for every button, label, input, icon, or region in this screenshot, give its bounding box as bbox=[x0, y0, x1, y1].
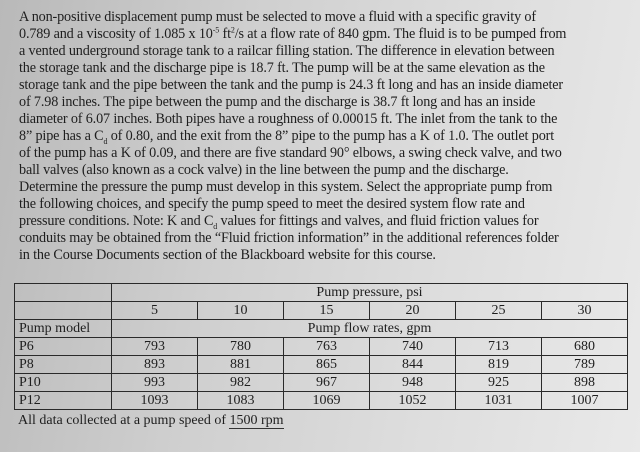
text-line bbox=[19, 94, 634, 111]
flow-rate: 925 bbox=[456, 374, 542, 392]
problem-statement bbox=[19, 9, 634, 264]
footnote-text: All data collected at a pump speed of bbox=[18, 413, 230, 428]
empty-cell bbox=[15, 284, 112, 302]
flow-rate: 898 bbox=[542, 374, 628, 392]
superscript: -5 bbox=[212, 25, 220, 35]
flow-rate: 1093 bbox=[112, 392, 198, 410]
text-line bbox=[19, 77, 634, 94]
table-row bbox=[15, 356, 628, 374]
subscript: d bbox=[103, 136, 108, 146]
text-line bbox=[19, 230, 634, 247]
flow-rate: 844 bbox=[370, 356, 456, 374]
pressure-value: 20 bbox=[370, 302, 456, 320]
text-segment: storage tank and the pipe between the tank and the pump is 24.3 ft long and has an inside diameter bbox=[19, 77, 563, 93]
table-section bbox=[14, 283, 628, 429]
text-line bbox=[19, 213, 634, 230]
pressure-value: 5 bbox=[112, 302, 198, 320]
flow-rate: 881 bbox=[198, 356, 284, 374]
flow-rate: 789 bbox=[542, 356, 628, 374]
model-label: Pump model bbox=[15, 320, 112, 338]
pressure-value: 30 bbox=[542, 302, 628, 320]
table-row bbox=[15, 338, 628, 356]
text-segment: of 0.80, and the exit from the 8” pipe to the pump has a K of 1.0. The outlet port bbox=[107, 128, 555, 144]
text-segment: the storage tank and the discharge pipe is 18.7 ft. The pump will be at the same elevation as the bbox=[19, 60, 545, 76]
flow-rate: 819 bbox=[456, 356, 542, 374]
pump-model: P6 bbox=[15, 338, 112, 356]
text-line bbox=[19, 179, 634, 196]
text-segment: in the Course Documents section of the Blackboard website for this course. bbox=[19, 247, 436, 263]
flow-rate: 1083 bbox=[198, 392, 284, 410]
table-header-row bbox=[15, 284, 628, 302]
text-line bbox=[19, 43, 634, 60]
text-line bbox=[19, 26, 634, 43]
text-segment: 0.789 and a viscosity of 1.085 x 10 bbox=[19, 26, 213, 42]
flow-rate: 865 bbox=[284, 356, 370, 374]
text-line bbox=[19, 60, 634, 77]
text-segment: ft bbox=[219, 26, 231, 42]
flow-rate: 893 bbox=[112, 356, 198, 374]
pump-model: P10 bbox=[15, 374, 112, 392]
pressure-header: Pump pressure, psi bbox=[112, 284, 628, 302]
subscript: d bbox=[213, 221, 218, 231]
table-row bbox=[15, 374, 628, 392]
flow-rate: 993 bbox=[112, 374, 198, 392]
pressure-value: 25 bbox=[456, 302, 542, 320]
pressure-values-row bbox=[15, 302, 628, 320]
flow-rate: 982 bbox=[198, 374, 284, 392]
text-line bbox=[19, 128, 634, 145]
pressure-value: 10 bbox=[198, 302, 284, 320]
pump-model: P8 bbox=[15, 356, 112, 374]
model-header-row bbox=[15, 320, 628, 338]
text-segment: 8” pipe has a C bbox=[19, 128, 104, 144]
flow-rate: 740 bbox=[370, 338, 456, 356]
flow-rate: 763 bbox=[284, 338, 370, 356]
flow-rate: 1031 bbox=[456, 392, 542, 410]
table-row bbox=[15, 392, 628, 410]
flow-rate: 680 bbox=[542, 338, 628, 356]
text-segment: A non-positive displacement pump must be selected to move a fluid with a specific gravity of bbox=[19, 9, 536, 25]
text-segment: conduits may be obtained from the “Fluid friction information” in the additional references folder bbox=[19, 230, 559, 246]
text-line bbox=[19, 145, 634, 162]
text-line bbox=[19, 111, 634, 128]
pump-model: P12 bbox=[15, 392, 112, 410]
text-line bbox=[19, 196, 634, 213]
text-segment: the following choices, and specify the pump speed to meet the desired system flow rate and bbox=[19, 196, 525, 212]
text-line bbox=[19, 162, 634, 179]
superscript: 2 bbox=[230, 25, 235, 35]
text-segment: Determine the pressure the pump must develop in this system. Select the appropriate pump from bbox=[19, 179, 553, 195]
text-segment: of the pump has a K of 0.09, and there are five standard 90° elbows, a swing check valve, and two bbox=[19, 145, 562, 161]
text-segment: values for fittings and valves, and fluid friction values for bbox=[217, 213, 539, 229]
flow-rate: 967 bbox=[284, 374, 370, 392]
text-line bbox=[19, 247, 634, 264]
text-line bbox=[19, 9, 634, 26]
text-segment: of 7.98 inches. The pipe between the pump and the discharge is 38.7 ft long and has an inside bbox=[19, 94, 536, 110]
flow-rate: 713 bbox=[456, 338, 542, 356]
flow-rate: 948 bbox=[370, 374, 456, 392]
empty-cell bbox=[15, 302, 112, 320]
text-segment: /s at a flow rate of 840 gpm. The fluid is to be pumped from bbox=[234, 26, 567, 42]
pump-speed: 1500 rpm bbox=[229, 413, 284, 428]
pressure-value: 15 bbox=[284, 302, 370, 320]
text-segment: diameter of 6.07 inches. Both pipes have a roughness of 0.00015 ft. The inlet from the tank to the bbox=[19, 111, 558, 127]
flow-header: Pump flow rates, gpm bbox=[112, 320, 628, 338]
text-segment: pressure conditions. Note: K and C bbox=[19, 213, 214, 229]
flow-rate: 1069 bbox=[284, 392, 370, 410]
flow-rate: 1052 bbox=[370, 392, 456, 410]
text-segment: ball valves (also known as a cock valve) in the line between the pump and the discharge. bbox=[19, 162, 509, 178]
flow-rate: 780 bbox=[198, 338, 284, 356]
footnote bbox=[18, 412, 628, 429]
text-segment: a vented underground storage tank to a railcar filling station. The difference in elevation between bbox=[19, 43, 555, 59]
flow-rate: 1007 bbox=[542, 392, 628, 410]
flow-rate: 793 bbox=[112, 338, 198, 356]
pump-performance-table bbox=[14, 283, 628, 410]
